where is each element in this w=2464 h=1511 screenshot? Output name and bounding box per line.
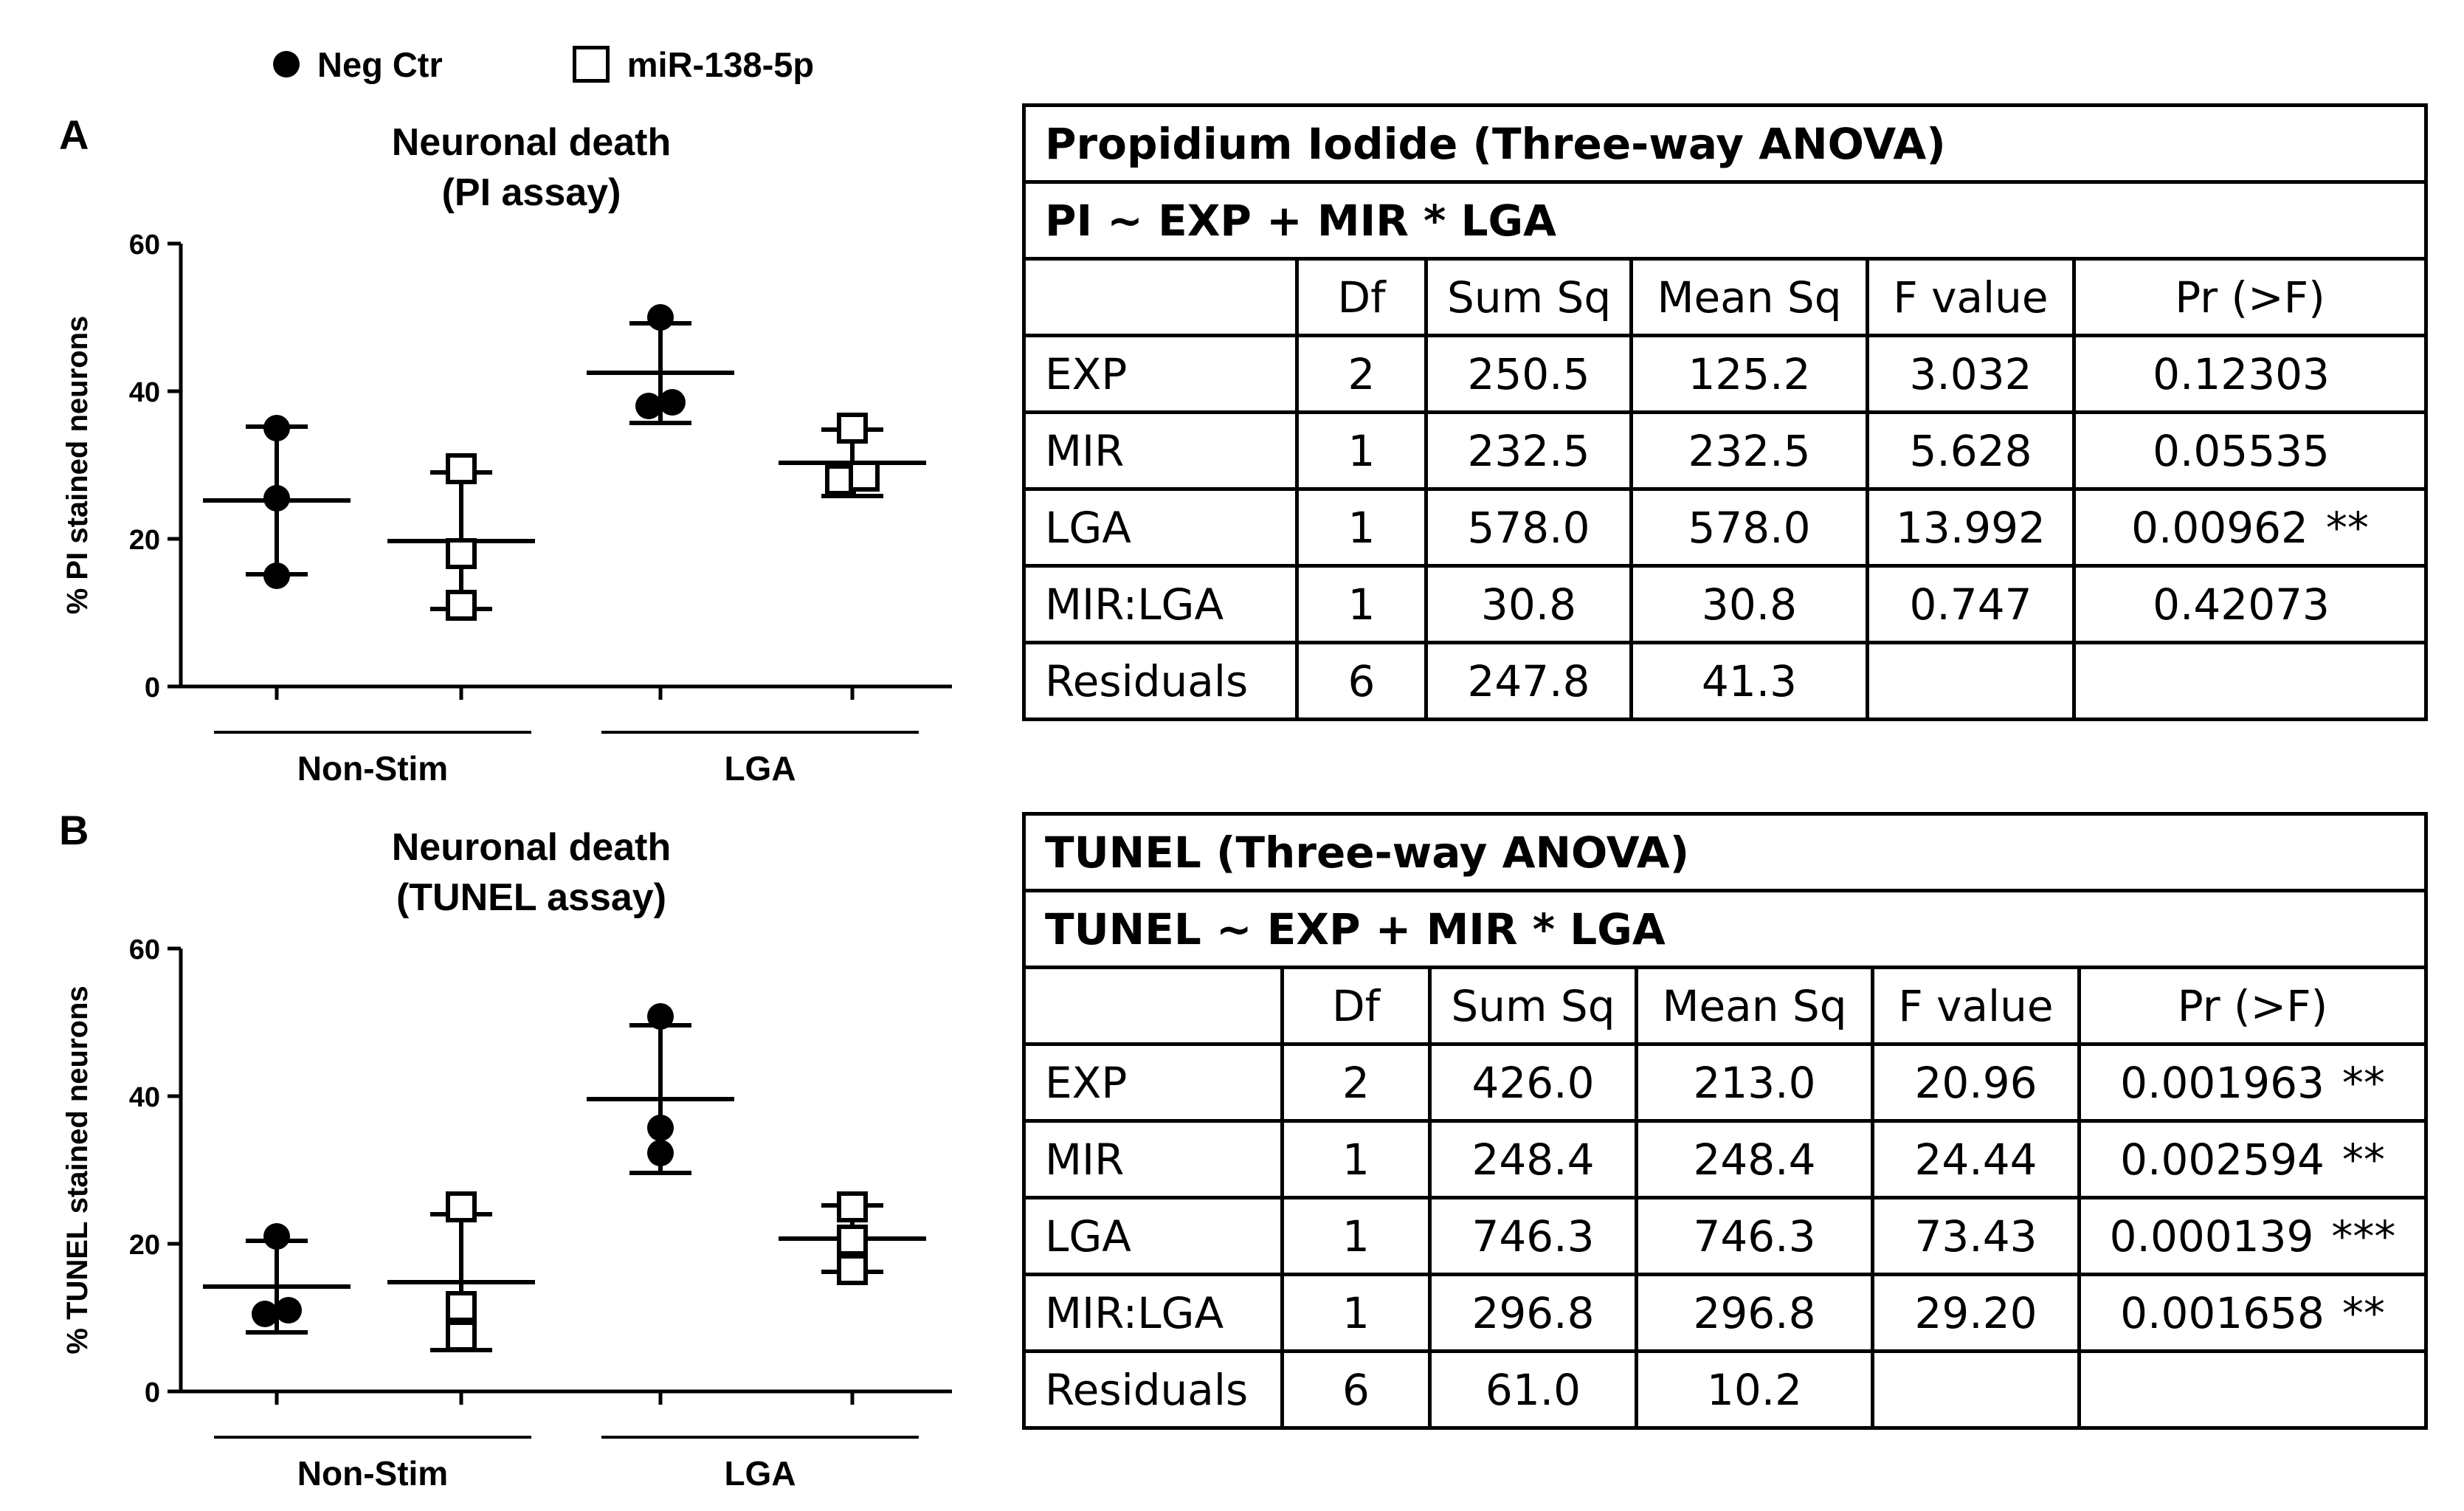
header-sum-sq: Sum Sq xyxy=(1430,968,1637,1044)
cell-mean-sq: 232.5 xyxy=(1632,413,1868,489)
y-tick-label: 0 xyxy=(144,672,160,703)
data-point-mir-138-5p xyxy=(448,1293,474,1320)
cell-df: 6 xyxy=(1297,643,1426,720)
anova-table-pi xyxy=(1022,103,2424,721)
p-value: 0.42073 xyxy=(2153,579,2330,630)
cell-term: MIR:LGA xyxy=(1024,1275,1283,1352)
p-value: 0.001963 xyxy=(2120,1057,2325,1108)
cell-f-value: 0.747 xyxy=(1868,566,2074,643)
table-row xyxy=(1024,1198,2426,1275)
cell-f-value: 3.032 xyxy=(1868,336,2074,413)
chart-title-line: (PI assay) xyxy=(441,171,621,214)
legend-label-neg-ctr: Neg Ctr xyxy=(317,44,443,84)
cell-term: Residuals xyxy=(1024,1352,1283,1428)
data-point-neg-ctr xyxy=(647,304,674,331)
data-point-neg-ctr xyxy=(647,1140,674,1166)
cell-term: MIR:LGA xyxy=(1024,566,1297,643)
cell-mean-sq: 248.4 xyxy=(1637,1121,1873,1198)
panel-letter-b: B xyxy=(59,807,89,853)
header-df: Df xyxy=(1297,259,1426,336)
group-label: LGA xyxy=(724,1454,796,1493)
cell-f-value: 13.992 xyxy=(1868,489,2074,566)
data-point-mir-138-5p xyxy=(448,1323,474,1349)
header-mean-sq: Mean Sq xyxy=(1637,968,1873,1044)
p-value: 0.002594 xyxy=(2120,1134,2325,1185)
cell-p-value xyxy=(2074,489,2426,566)
cell-f-value: 24.44 xyxy=(1873,1121,2080,1198)
table-formula-row xyxy=(1024,891,2426,968)
data-point-neg-ctr xyxy=(252,1301,278,1327)
anova-table-tunel-grid xyxy=(1022,812,2428,1430)
cell-p-value xyxy=(2080,1352,2426,1428)
y-tick-label: 20 xyxy=(128,1230,160,1261)
table-title-row xyxy=(1024,814,2426,891)
y-tick-label: 40 xyxy=(128,1082,160,1113)
cell-df: 2 xyxy=(1283,1044,1430,1121)
cell-mean-sq: 10.2 xyxy=(1637,1352,1873,1428)
data-point-mir-138-5p xyxy=(839,1227,866,1253)
y-tick-label: 0 xyxy=(144,1377,160,1408)
cell-mean-sq: 30.8 xyxy=(1632,566,1868,643)
cell-df: 1 xyxy=(1297,489,1426,566)
data-point-neg-ctr xyxy=(263,485,290,512)
cell-p-value xyxy=(2080,1121,2426,1198)
table-row xyxy=(1024,1121,2426,1198)
cell-df: 1 xyxy=(1283,1198,1430,1275)
data-point-mir-138-5p xyxy=(448,455,474,482)
y-axis-label: % TUNEL stained neurons xyxy=(61,985,94,1355)
table-formula-row xyxy=(1024,182,2426,259)
legend-item-mir-138-5p xyxy=(573,44,814,85)
data-point-neg-ctr xyxy=(659,389,686,416)
cell-sum-sq: 248.4 xyxy=(1430,1121,1637,1198)
y-axis-label: % PI stained neurons xyxy=(61,315,94,615)
table-row xyxy=(1024,1044,2426,1121)
data-point-mir-138-5p xyxy=(851,463,877,489)
cell-sum-sq: 426.0 xyxy=(1430,1044,1637,1121)
table-title-row xyxy=(1024,106,2426,182)
cell-term: EXP xyxy=(1024,336,1297,413)
cell-f-value: 73.43 xyxy=(1873,1198,2080,1275)
cell-term: LGA xyxy=(1024,1198,1283,1275)
cell-df: 1 xyxy=(1297,566,1426,643)
table-title: TUNEL (Three-way ANOVA) xyxy=(1024,814,2426,891)
y-tick-label: 20 xyxy=(128,525,160,556)
cell-p-value xyxy=(2074,336,2426,413)
cell-sum-sq: 61.0 xyxy=(1430,1352,1637,1428)
y-tick-label: 40 xyxy=(128,377,160,408)
cell-df: 6 xyxy=(1283,1352,1430,1428)
cell-mean-sq: 41.3 xyxy=(1632,643,1868,720)
cell-f-value xyxy=(1873,1352,2080,1428)
data-point-mir-138-5p xyxy=(448,540,474,567)
cell-f-value: 5.628 xyxy=(1868,413,2074,489)
y-tick-label: 60 xyxy=(128,230,160,261)
header-f-value: F value xyxy=(1873,968,2080,1044)
cell-df: 1 xyxy=(1283,1275,1430,1352)
table-row xyxy=(1024,1352,2426,1428)
cell-mean-sq: 213.0 xyxy=(1637,1044,1873,1121)
cell-sum-sq: 232.5 xyxy=(1426,413,1632,489)
cell-sum-sq: 296.8 xyxy=(1430,1275,1637,1352)
cell-sum-sq: 30.8 xyxy=(1426,566,1632,643)
cell-p-value xyxy=(2080,1275,2426,1352)
chart-tunel-assay xyxy=(59,816,989,1495)
header-p-value: Pr (>F) xyxy=(2074,259,2426,336)
y-tick-label: 60 xyxy=(128,935,160,966)
significance-stars: ** xyxy=(2325,502,2369,553)
legend-label-mir-138-5p: miR-138-5p xyxy=(627,44,815,84)
cell-term: EXP xyxy=(1024,1044,1283,1121)
cell-sum-sq: 746.3 xyxy=(1430,1198,1637,1275)
cell-f-value xyxy=(1868,643,2074,720)
significance-stars: *** xyxy=(2331,1211,2396,1262)
cell-f-value: 20.96 xyxy=(1873,1044,2080,1121)
data-point-mir-138-5p xyxy=(839,415,866,441)
header-term xyxy=(1024,259,1297,336)
significance-stars: ** xyxy=(2342,1057,2385,1108)
table-row xyxy=(1024,566,2426,643)
significance-stars: ** xyxy=(2342,1134,2385,1185)
cell-p-value xyxy=(2080,1044,2426,1121)
table-row xyxy=(1024,413,2426,489)
cell-mean-sq: 578.0 xyxy=(1632,489,1868,566)
panel-letter-a: A xyxy=(59,111,89,158)
cell-term: Residuals xyxy=(1024,643,1297,720)
cell-df: 1 xyxy=(1283,1121,1430,1198)
cell-sum-sq: 578.0 xyxy=(1426,489,1632,566)
p-value: 0.000139 xyxy=(2109,1211,2314,1262)
header-sum-sq: Sum Sq xyxy=(1426,259,1632,336)
table-row xyxy=(1024,643,2426,720)
data-point-neg-ctr xyxy=(263,1223,290,1250)
cell-mean-sq: 746.3 xyxy=(1637,1198,1873,1275)
table-row xyxy=(1024,489,2426,566)
data-point-mir-138-5p xyxy=(839,1194,866,1220)
table-header-row xyxy=(1024,968,2426,1044)
cell-term: MIR xyxy=(1024,1121,1283,1198)
open-square-marker-icon xyxy=(573,46,610,83)
cell-mean-sq: 296.8 xyxy=(1637,1275,1873,1352)
chart-title-line: Neuronal death xyxy=(391,121,672,164)
cell-p-value xyxy=(2074,643,2426,720)
data-point-neg-ctr xyxy=(275,1297,302,1324)
anova-table-pi-grid xyxy=(1022,103,2428,721)
p-value: 0.00962 xyxy=(2131,502,2308,553)
cell-df: 2 xyxy=(1297,336,1426,413)
header-df: Df xyxy=(1283,968,1430,1044)
cell-sum-sq: 247.8 xyxy=(1426,643,1632,720)
group-label: Non-Stim xyxy=(297,1454,449,1493)
cell-p-value xyxy=(2080,1198,2426,1275)
p-value: 0.12303 xyxy=(2153,348,2330,399)
table-row xyxy=(1024,1275,2426,1352)
data-point-neg-ctr xyxy=(647,1115,674,1141)
header-mean-sq: Mean Sq xyxy=(1632,259,1868,336)
chart-title-line: (TUNEL assay) xyxy=(396,876,667,919)
table-header-row xyxy=(1024,259,2426,336)
data-point-neg-ctr xyxy=(263,415,290,441)
legend xyxy=(273,38,944,90)
p-value: 0.001658 xyxy=(2120,1287,2325,1338)
cell-p-value xyxy=(2074,413,2426,489)
anova-table-tunel xyxy=(1022,812,2424,1430)
p-value: 0.05535 xyxy=(2153,425,2330,476)
chart-title-line: Neuronal death xyxy=(391,826,672,869)
table-row xyxy=(1024,336,2426,413)
cell-term: MIR xyxy=(1024,413,1297,489)
cell-mean-sq: 125.2 xyxy=(1632,336,1868,413)
cell-df: 1 xyxy=(1297,413,1426,489)
table-formula: TUNEL ~ EXP + MIR * LGA xyxy=(1024,891,2426,968)
legend-item-neg-ctr xyxy=(273,44,443,85)
cell-p-value xyxy=(2074,566,2426,643)
data-point-neg-ctr xyxy=(647,1003,674,1030)
data-point-mir-138-5p xyxy=(448,592,474,619)
data-point-neg-ctr xyxy=(635,393,662,419)
data-point-mir-138-5p xyxy=(839,1256,866,1283)
data-point-neg-ctr xyxy=(263,562,290,589)
header-p-value: Pr (>F) xyxy=(2080,968,2426,1044)
table-formula: PI ~ EXP + MIR * LGA xyxy=(1024,182,2426,259)
header-f-value: F value xyxy=(1868,259,2074,336)
filled-circle-marker-icon xyxy=(273,51,300,78)
cell-term: LGA xyxy=(1024,489,1297,566)
chart-pi-assay xyxy=(59,111,989,790)
cell-f-value: 29.20 xyxy=(1873,1275,2080,1352)
table-title: Propidium Iodide (Three-way ANOVA) xyxy=(1024,106,2426,182)
group-label: LGA xyxy=(724,749,796,788)
significance-stars: ** xyxy=(2342,1287,2385,1338)
data-point-mir-138-5p xyxy=(448,1194,474,1220)
cell-sum-sq: 250.5 xyxy=(1426,336,1632,413)
group-label: Non-Stim xyxy=(297,749,449,788)
header-term xyxy=(1024,968,1283,1044)
